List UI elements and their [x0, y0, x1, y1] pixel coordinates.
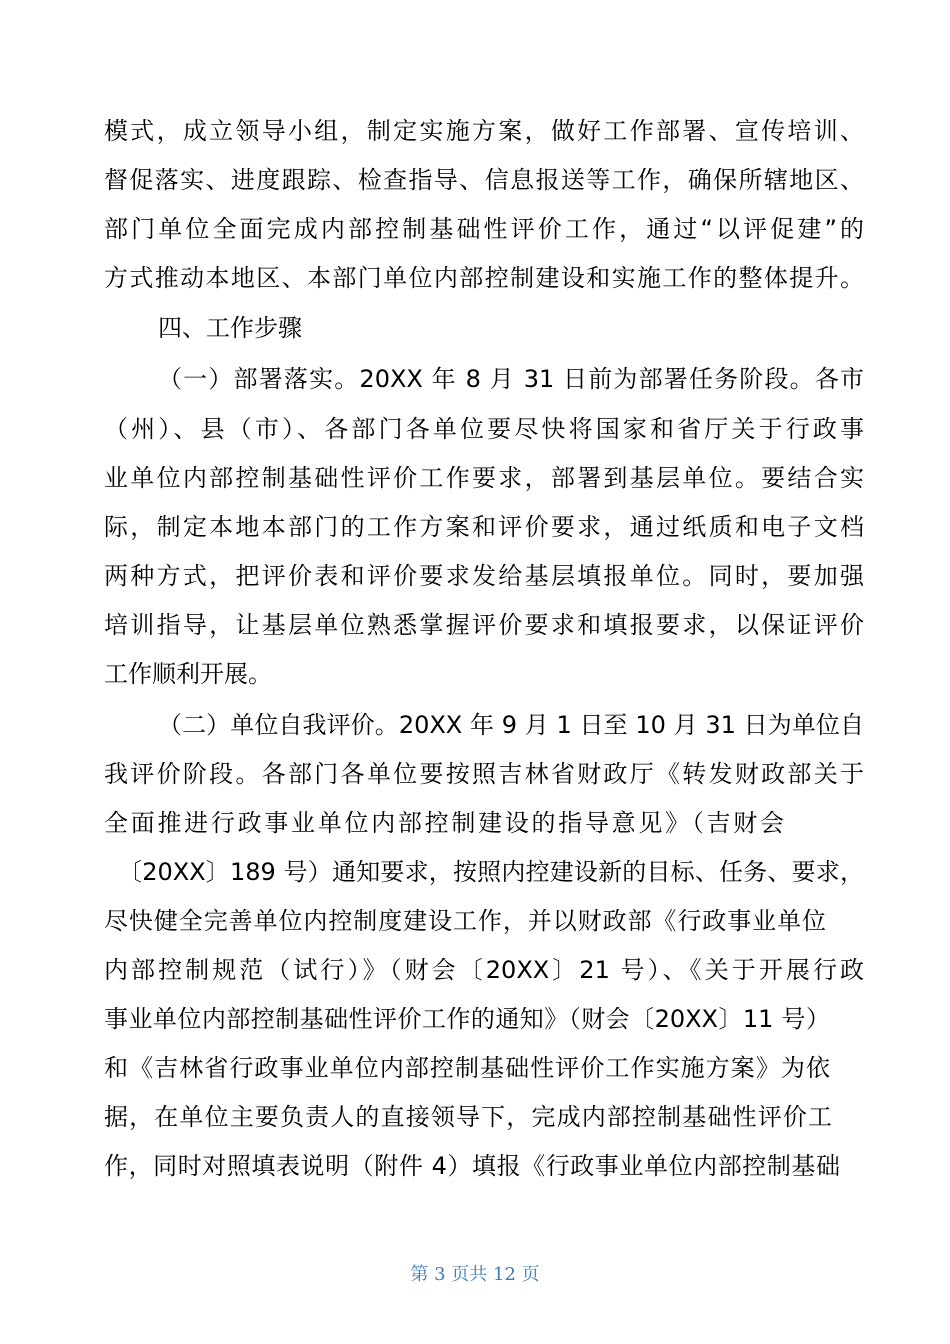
body-line: 业单位内部控制基础性评价工作要求，部署到基层单位。要结合实 — [104, 464, 864, 492]
body-line: 模式，成立领导小组，制定实施方案，做好工作部署、宣传培训、 — [104, 117, 864, 145]
body-line: 际，制定本地本部门的工作方案和评价要求，通过纸质和电子文档 — [104, 513, 864, 541]
body-line: 尽快健全完善单位内控制度建设工作，并以财政部《行政事业单位 — [104, 907, 826, 935]
body-line: 事业单位内部控制基础性评价工作的通知》（财会〔20XX〕11 号） — [104, 1005, 830, 1033]
body-line: 作，同时对照填表说明（附件 4）填报《行政事业单位内部控制基础 — [104, 1152, 840, 1180]
body-line: 督促落实、进度跟踪、检查指导、信息报送等工作，确保所辖地区、 — [104, 166, 864, 194]
body-line: 全面推进行政事业单位内部控制建设的指导意见》（吉财会 — [104, 809, 784, 837]
body-line: （州）、县（市）、各部门各单位要尽快将国家和省厅关于行政事 — [104, 415, 864, 443]
body-line: 据，在单位主要负责人的直接领导下，完成内部控制基础性评价工 — [104, 1103, 832, 1131]
body-line: 和《吉林省行政事业单位内部控制基础性评价工作实施方案》为依 — [104, 1054, 830, 1082]
body-line: （一）部署落实。20XX 年 8 月 31 日前为部署任务阶段。各市 — [158, 365, 864, 393]
body-line: 培训指导，让基层单位熟悉掌握评价要求和填报要求，以保证评价 — [104, 611, 864, 639]
body-line: 工作顺利开展。 — [104, 660, 272, 688]
body-line: 〔20XX〕189 号）通知要求，按照内控建设新的目标、任务、要求， — [118, 858, 864, 886]
page-footer: 第 3 页共 12 页 — [410, 1264, 540, 1285]
body-line: 我评价阶段。各部门各单位要按照吉林省财政厅《转发财政部关于 — [104, 760, 864, 788]
body-line: 内部控制规范（试行）》（财会〔20XX〕21 号）、《关于开展行政 — [104, 956, 864, 984]
body-line: 两种方式，把评价表和评价要求发给基层填报单位。同时，要加强 — [104, 562, 864, 590]
body-line: 方式推动本地区、本部门单位内部控制建设和实施工作的整体提升。 — [104, 264, 864, 292]
body-line: 部门单位全面完成内部控制基础性评价工作，通过“以评促建”的 — [104, 215, 864, 243]
section-heading: 四、工作步骤 — [158, 314, 302, 342]
body-line: （二）单位自我评价。20XX 年 9 月 1 日至 10 月 31 日为单位自 — [158, 711, 864, 739]
